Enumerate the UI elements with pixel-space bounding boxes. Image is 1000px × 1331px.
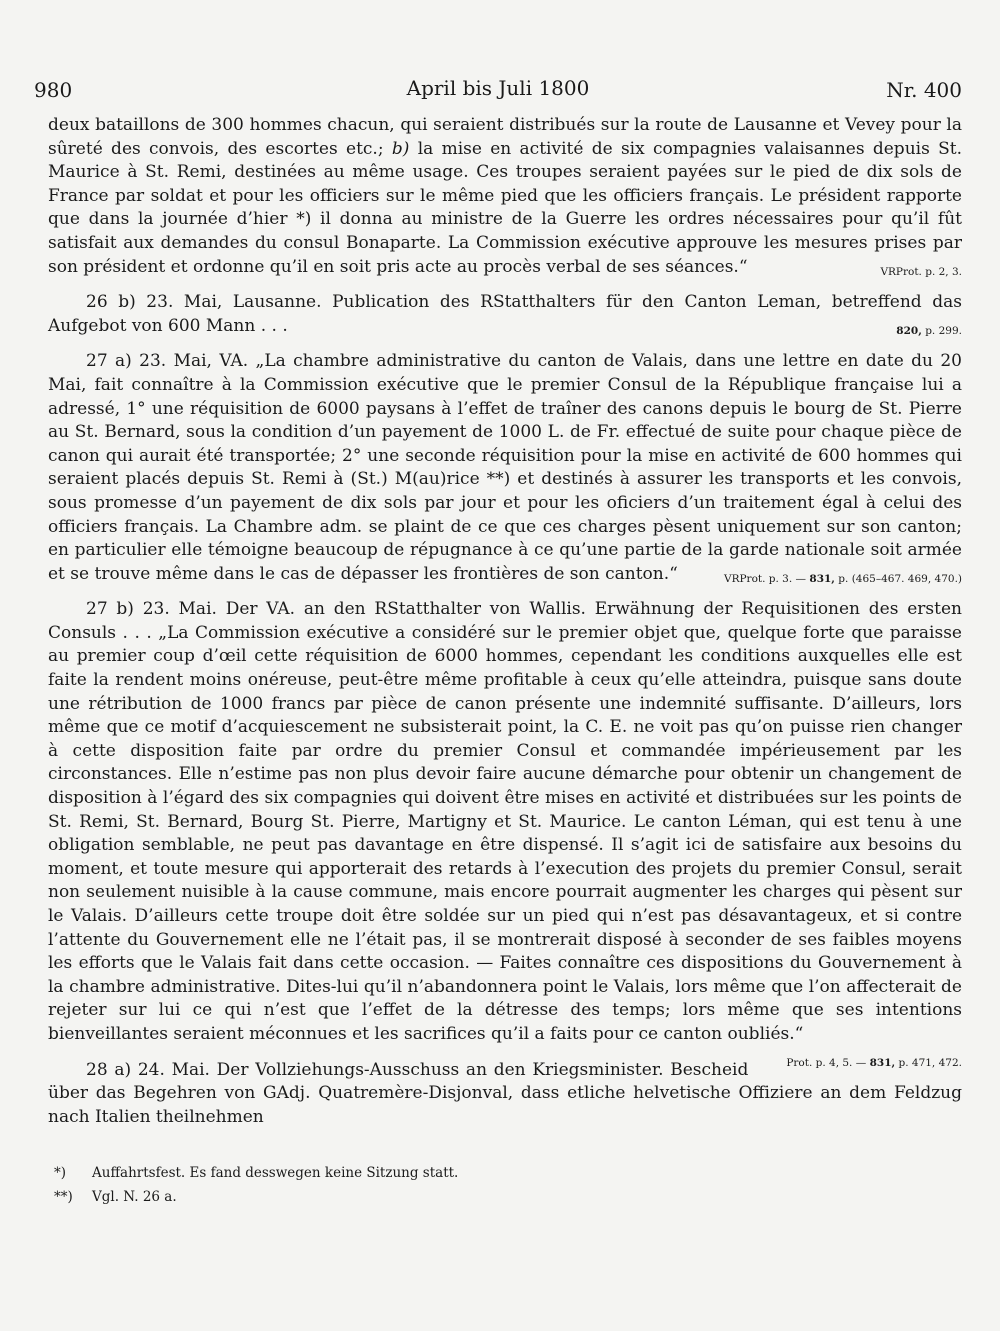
footnote-text: Vgl. N. 26 a.	[92, 1189, 177, 1205]
footnote	[54, 1161, 458, 1185]
running-title: April bis Juli 1800	[406, 76, 590, 100]
entry-27a	[48, 350, 962, 586]
source-reference	[686, 568, 962, 592]
footnote-text: Auffahrtsfest. Es fand desswegen keine Sitzung statt.	[92, 1165, 459, 1181]
footnotes	[54, 1161, 458, 1209]
reference-number: 831,	[869, 1056, 896, 1069]
italic-marker: b)	[391, 138, 410, 159]
reference-prefix: VRProt. p. 3. —	[724, 572, 810, 585]
source-reference: VRProt. p. 2, 3.	[880, 265, 962, 278]
footnote-mark: *)	[54, 1165, 67, 1181]
reference-prefix: Prot. p. 4, 5. —	[786, 1056, 870, 1069]
page-header	[34, 72, 962, 112]
paragraph-continuation	[48, 114, 962, 279]
footnote-mark: **)	[54, 1189, 73, 1205]
entry-27b	[48, 598, 962, 1069]
document-number: Nr. 400	[886, 78, 962, 102]
paragraph-text: deux bataillons de 300 hommes chacun, qui seraient distribués sur la route de Lausanne et Vevey pour la sûreté des convois, des escortes etc.;	[48, 115, 962, 159]
entry-26b	[48, 291, 962, 338]
reference-page: p. (465–467. 469, 470.)	[834, 572, 962, 585]
reference-page: p. 299.	[921, 324, 962, 337]
source-reference	[858, 320, 962, 344]
paragraph-text: 27 a) 23. Mai, VA. „La chambre administrative du canton de Valais, dans une lettre en date du 20 Mai, fait connaître à la Commission exécutive que le premier Consul de la République française lui a adressé, 1° une réquisition de 6000 paysans à l’effet de traîner des canons depuis le bourg de St. Pierre au St. Bernard, sous la condition d’un payement de 1000 L. de Fr. effectué de suite pour chaque pièce de canon qui aurait été transportée; 2° une seconde réquisition pour la mise en activité de 600 hommes qui seraient placés depuis St. Remi à (St.) M(au)rice **) et destinés à assurer les transports et les convois, sous promesse d’un payement de dix sols par jour et pour les oficiers d’un traitement égal à celui des officiers français. La Chambre adm. se plaint de ce que ces charges pèsent uniquement sur son canton; en particulier elle témoigne beaucoup de répugnance à ce qu’une partie de la garde nationale soit armée et se trouve même dans le cas de dépasser les frontières de son canton.“	[48, 351, 962, 584]
paragraph-text: la mise en activité de six compagnies valaisannes depuis St. Maurice à St. Remi, destinées au même usage. Ces troupes seraient payées sur le pied de dix sols de France par soldat et pour les officiers sur le même pied que les officiers français. Le président rapporte que dans la journée d’hier *) il donna au ministre de la Guerre les ordres nécessaires pour qu’il fût satisfait aux demandes du consul Bonaparte. La Commission exécutive approuve les mesures prises par son président et ordonne qu’il en soit pris acte au procès verbal de ses séances.“	[48, 138, 962, 277]
reference-number: 831,	[809, 572, 835, 585]
paragraph-text: 27 b) 23. Mai. Der VA. an den RStatthalter von Wallis. Erwähnung der Requisitionen des ersten Consuls . . . „La Commission exécutive a considéré sur le premier objet que, quelque forte que paraisse au premier coup d’œil cette réquisition de 6000 hommes, cependant les conditions auxquelles elle est faite la rendent moins onéreuse, peut-être même profitable à ceux qu’elle atteindra, puisque sans doute une rétribution de 1000 francs par pièce de canon présente une indemnité suffisante. D’ailleurs, lors même que ce motif d’acquiescement ne subsisterait point, la C. E. ne voit pas qu’on puisse rien changer à cette disposition faite par ordre du premier Consul et commandée impérieusement par les circonstances. Elle n’estime pas non plus devoir faire aucune démarche pour obtenir un changement de disposition à l’égard des six compagnies qui doivent être mises en activité et distribuées sur les points de St. Remi, St. Bernard, Bourg St. Pierre, Martigny et St. Maurice. Le canton Léman, qui est tenu à une obligation semblable, ne peut pas davantage en être dispensé. Il s’agit ici de satisfaire aux besoins du moment, et toute mesure qui apporterait des retards à l’execution des projets du premier Consul, serait non seulement nuisible à la cause commune, mais encore pourrait augmenter les charges qui pèsent sur le Valais. D’ailleurs cette troupe doit être soldée sur un pied qui n’est pas désavantageux, et si contre l’attente du Gouvernement elle ne l’était pas, il se montrerait disposé à seconder de ses faibles moyens les efforts que le Valais fait dans cette occasion. — Faites connaître ces dispositions du Gouvernement à la chambre administrative. Dites-lui qu’il n’abandonnera point le Valais, lors même que l’on affecterait de rejeter sur lui ce qui n’est que l’effet de la détresse des temps; lors même que ses intentions bienveillantes seraient méconnues et les sacrifices qu’il a faits pour ce canton oubliés.“	[48, 599, 962, 1044]
source-reference	[748, 1052, 962, 1076]
page-number: 980	[34, 78, 73, 102]
footnote	[54, 1185, 458, 1209]
main-text	[48, 114, 962, 1141]
paragraph-text: 26 b) 23. Mai, Lausanne. Publication des RStatthalters für den Canton Leman, betreffend das Aufgebot von 600 Mann . . .	[48, 292, 962, 336]
reference-page: p. 471, 472.	[895, 1056, 962, 1069]
reference-number: 820,	[896, 324, 922, 337]
paragraph-text: 28 a) 24. Mai. Der Vollziehungs-Ausschuss an den Kriegsminister. Bescheid über das Begehren von GAdj. Quatremère-Disjonval, dass etliche helvetische Offiziere an dem Feldzug nach Italien theilnehmen	[48, 1059, 962, 1127]
